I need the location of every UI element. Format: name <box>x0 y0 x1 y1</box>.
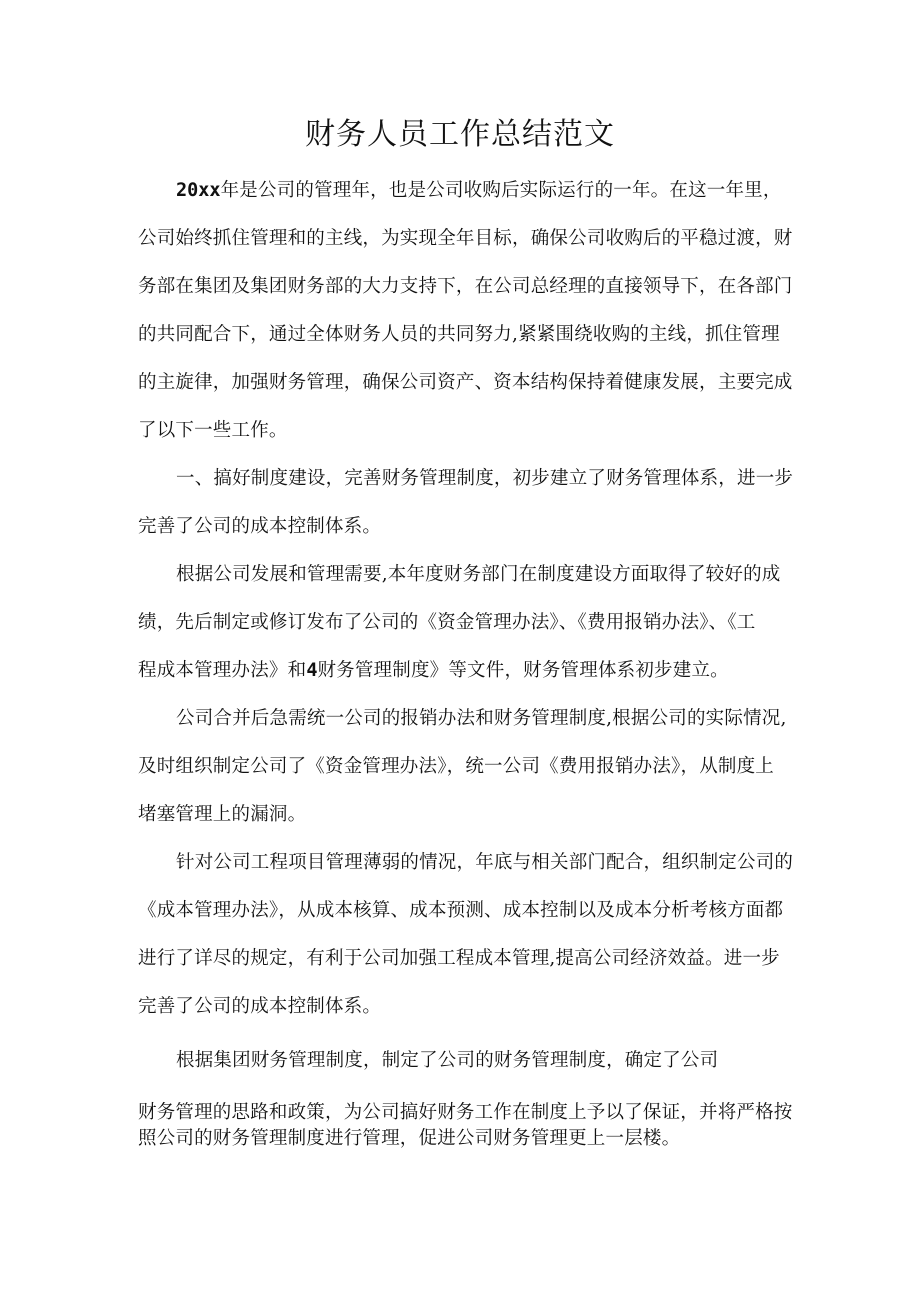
paragraph-6-line-2: 财务管理的思路和政策，为公司搞好财务工作在制度上予以了保证，并将严格按 <box>138 1102 793 1123</box>
paragraph-4-line-1: 公司合并后急需统一公司的报销办法和财务管理制度,根据公司的实际情况, <box>176 708 787 729</box>
document-title: 财务人员工作总结范文 <box>305 117 615 152</box>
paragraph-5-line-1: 针对公司工程项目管理薄弱的情况，年底与相关部门配合，组织制定公司的 <box>176 852 794 873</box>
paragraph-3-line-2: 绩，先后制定或修订发布了公司的《资金管理办法》、《费用报销办法》、《工 <box>138 612 756 633</box>
paragraph-3-line-3: 程成本管理办法》和4财务管理制度》等文件，财务管理体系初步建立。 <box>138 660 729 681</box>
paragraph-1-line-4: 的共同配合下，通过全体财务人员的共同努力,紧紧围绕收购的主线，抓住管理 <box>138 324 780 345</box>
paragraph-5-line-2: 《成本管理办法》，从成本核算、成本预测、成本控制以及成本分析考核方面都 <box>138 900 784 921</box>
paragraph-3-line-1: 根据公司发展和管理需要,本年度财务部门在制度建设方面取得了较好的成 <box>176 564 781 585</box>
paragraph-1-line-6: 了以下一些工作。 <box>138 420 288 441</box>
paragraph-6-line-3: 照公司的财务管理制度进行管理，促进公司财务管理更上一层楼。 <box>138 1128 681 1149</box>
paragraph-5-line-3: 进行了详尽的规定，有利于公司加强工程成本管理,提高公司经济效益。进一步 <box>138 948 780 969</box>
paragraph-2-line-1: 一、搞好制度建设，完善财务管理制度，初步建立了财务管理体系，进一步 <box>176 468 794 489</box>
paragraph-1-line-1: 20xx年是公司的管理年，也是公司收购后实际运行的一年。在这一年里， <box>176 180 782 201</box>
year-prefix: 20xx <box>176 180 221 201</box>
paragraph-2-line-2: 完善了公司的成本控制体系。 <box>138 516 382 537</box>
inline-number: 4 <box>306 660 318 681</box>
paragraph-4-line-3: 堵塞管理上的漏洞。 <box>138 804 307 825</box>
paragraph-1-line-5: 的主旋律，加强财务管理，确保公司资产、资本结构保持着健康发展，主要完成 <box>138 372 793 393</box>
paragraph-5-line-4: 完善了公司的成本控制体系。 <box>138 996 382 1017</box>
paragraph-4-line-2: 及时组织制定公司了《资金管理办法》，统一公司《费用报销办法》，从制度上 <box>138 756 775 777</box>
paragraph-6-line-1: 根据集团财务管理制度，制定了公司的财务管理制度，确定了公司 <box>176 1050 719 1071</box>
paragraph-1-line-3: 务部在集团及集团财务部的大力支持下，在公司总经理的直接领导下，在各部门 <box>138 276 793 297</box>
paragraph-1-line-2: 公司始终抓住管理和的主线，为实现全年目标，确保公司收购后的平稳过渡，财 <box>138 228 793 249</box>
